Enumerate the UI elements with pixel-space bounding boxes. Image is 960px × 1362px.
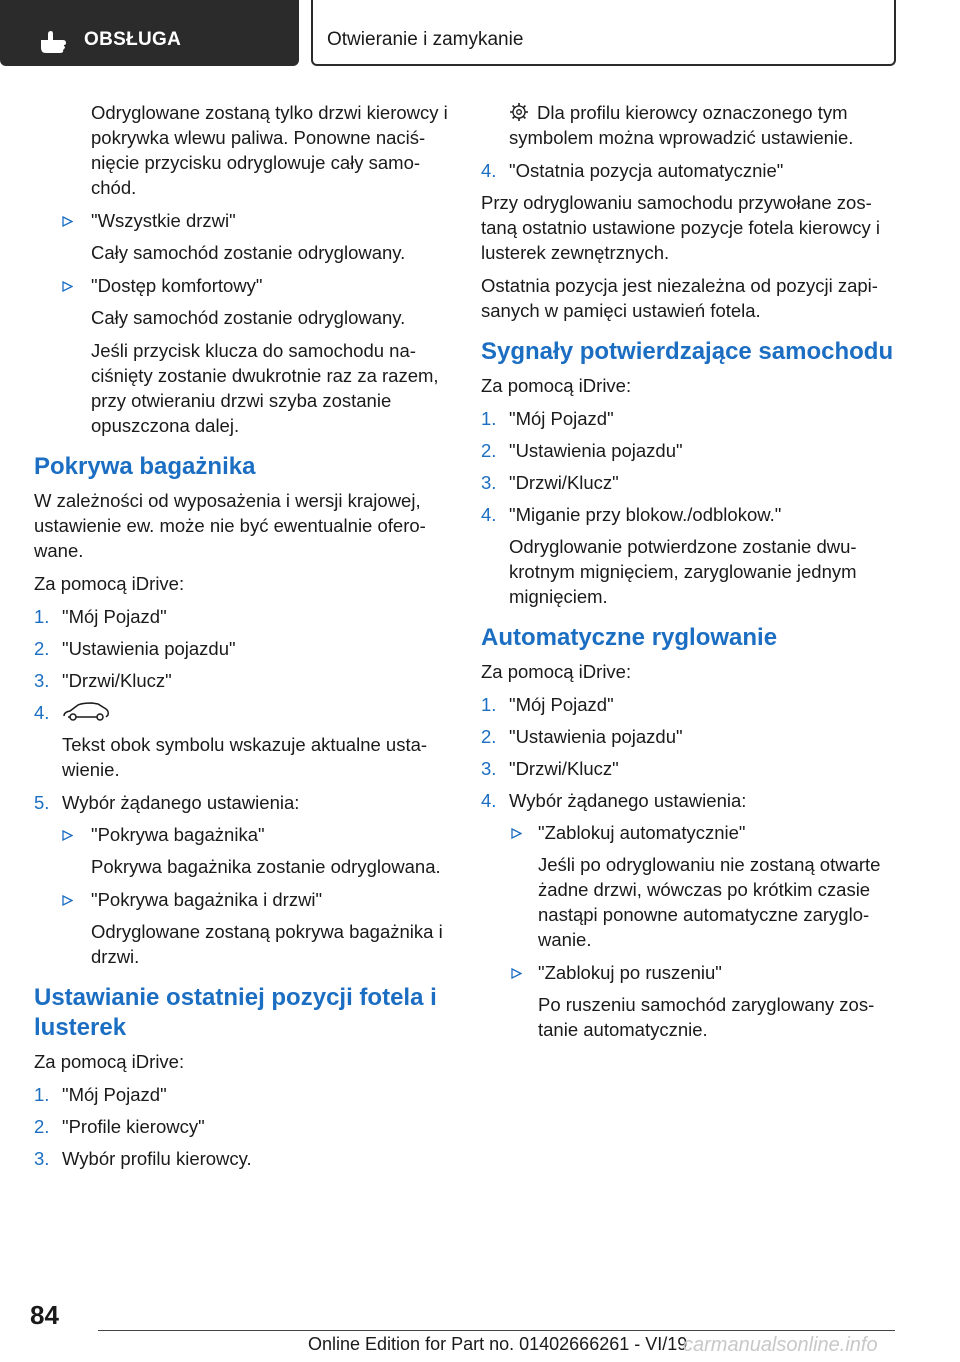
footer-divider	[98, 1330, 895, 1331]
list-text: "Ustawienia pojazdu"	[509, 440, 683, 461]
paragraph: Tekst obok symbolu wskazuje aktualne usta- wienie.	[62, 734, 428, 780]
section-tab[interactable]	[0, 0, 299, 66]
list-item	[481, 960, 901, 985]
list-number: 3.	[34, 670, 50, 691]
section-heading: Automatyczne ryglowanie	[481, 624, 778, 651]
list-item	[481, 158, 901, 183]
left-column	[34, 100, 454, 1178]
list-item	[34, 822, 454, 847]
list-item	[481, 406, 901, 431]
list-item	[34, 273, 454, 298]
list-number: 4.	[481, 790, 497, 811]
list-item	[34, 700, 454, 725]
list-text: "Mój Pojazd"	[509, 694, 614, 715]
paragraph: Za pomocą iDrive:	[481, 661, 632, 682]
chapter-title: Otwieranie i zamykanie	[327, 29, 524, 50]
list-item	[481, 438, 901, 463]
list-number: 3.	[34, 1148, 50, 1169]
paragraph: Za pomocą iDrive:	[34, 573, 185, 594]
list-number: 3.	[481, 758, 497, 779]
list-item	[34, 1114, 454, 1139]
paragraph: Odryglowanie potwierdzone zostanie dwu- krotnym mignięciem, zaryglowanie jednym mignięciem.	[509, 536, 857, 607]
list-number: 4.	[481, 160, 497, 181]
gear-icon	[509, 102, 529, 122]
list-number: 1.	[34, 1084, 50, 1105]
list-item	[481, 692, 901, 717]
list-number: 1.	[34, 606, 50, 627]
triangle-bullet-icon	[511, 828, 522, 839]
list-text: "Drzwi/Klucz"	[62, 670, 172, 691]
section-heading: Ustawianie ostatniej pozycji fotela i lusterek	[34, 984, 437, 1041]
list-text: "Ostatnia pozycja automatycznie"	[509, 160, 784, 181]
paragraph: Odryglowane zostaną tylko drzwi kierowcy i pokrywka wlewu paliwa. Ponowne naciś- nięcie przycisku odryglowuje cały samo- chód.	[91, 102, 448, 198]
paragraph: Przy odryglowaniu samochodu przywołane zos- taną ostatnio ustawione pozycje fotela kierowcy i lusterek zewnętrznych.	[481, 192, 880, 263]
watermark: carmanualsonline.info	[683, 1334, 878, 1356]
triangle-bullet-icon	[62, 281, 73, 292]
paragraph: Odryglowane zostaną pokrywa bagażnika i drzwi.	[91, 921, 443, 967]
option-label: "Zablokuj po ruszeniu"	[538, 962, 722, 983]
triangle-bullet-icon	[62, 895, 73, 906]
option-label: "Pokrywa bagażnika i drzwi"	[91, 889, 323, 910]
section-heading: Sygnały potwierdzające samochodu	[481, 338, 894, 365]
page-number: 84	[30, 1300, 59, 1330]
section-heading: Pokrywa bagażnika	[34, 453, 256, 480]
list-item	[481, 724, 901, 749]
paragraph: W zależności od wyposażenia i wersji krajowej, ustawienie ew. może nie być ewentualnie ofero- wane.	[34, 490, 426, 561]
list-item	[481, 502, 901, 527]
list-text: "Drzwi/Klucz"	[509, 758, 619, 779]
list-item	[34, 208, 454, 233]
paragraph: Jeśli po odryglowaniu nie zostaną otwarte żadne drzwi, wówczas po krótkim czasie nastąpi ponowne automatyczne zaryglo- wanie.	[538, 854, 881, 950]
list-number: 3.	[481, 472, 497, 493]
list-text: Wybór żądanego ustawienia:	[509, 790, 747, 811]
triangle-bullet-icon	[511, 968, 522, 979]
paragraph: Pokrywa bagażnika zostanie odryglowana.	[91, 856, 441, 877]
list-number: 4.	[34, 702, 50, 723]
list-item	[34, 790, 454, 815]
list-item	[34, 1146, 454, 1171]
list-number: 5.	[34, 792, 50, 813]
list-item	[481, 470, 901, 495]
paragraph: Za pomocą iDrive:	[481, 375, 632, 396]
list-number: 4.	[481, 504, 497, 525]
list-text: "Miganie przy blokow./odblokow."	[509, 504, 782, 525]
list-number: 2.	[34, 638, 50, 659]
list-text: Wybór żądanego ustawienia:	[62, 792, 300, 813]
paragraph: Cały samochód zostanie odryglowany.	[91, 242, 406, 263]
paragraph: Za pomocą iDrive:	[34, 1051, 185, 1072]
list-text: "Drzwi/Klucz"	[509, 472, 619, 493]
car-trunk-icon	[62, 700, 110, 722]
list-text: "Profile kierowcy"	[62, 1116, 205, 1137]
profile-note: Dla profilu kierowcy oznaczonego tym symbolem można wprowadzić ustawienie.	[509, 102, 854, 148]
list-number: 1.	[481, 408, 497, 429]
list-item	[481, 788, 901, 813]
triangle-bullet-icon	[62, 830, 73, 841]
list-number: 2.	[481, 726, 497, 747]
option-label: "Zablokuj automatycznie"	[538, 822, 746, 843]
paragraph: Po ruszeniu samochód zaryglowany zos- tanie automatycznie.	[538, 994, 875, 1040]
list-item	[34, 636, 454, 661]
paragraph: Ostatnia pozycja jest niezależna od pozycji zapi- sanych w pamięci ustawień fotela.	[481, 275, 878, 321]
chapter-header	[311, 0, 896, 66]
list-item	[481, 756, 901, 781]
right-column	[481, 100, 901, 1050]
list-item	[34, 887, 454, 912]
list-text: "Ustawienia pojazdu"	[62, 638, 236, 659]
list-item	[481, 820, 901, 845]
list-text: "Ustawienia pojazdu"	[509, 726, 683, 747]
hand-icon	[38, 30, 68, 54]
list-number: 2.	[34, 1116, 50, 1137]
list-item	[34, 668, 454, 693]
option-label: "Dostęp komfortowy"	[91, 275, 263, 296]
list-number: 1.	[481, 694, 497, 715]
list-item	[34, 604, 454, 629]
list-text: "Mój Pojazd"	[62, 606, 167, 627]
list-text: "Mój Pojazd"	[509, 408, 614, 429]
page-header	[0, 0, 960, 66]
edition-note: Online Edition for Part no. 01402666261 - VI/19	[308, 1334, 688, 1354]
section-label: OBSŁUGA	[84, 29, 182, 50]
list-number: 2.	[481, 440, 497, 461]
paragraph	[481, 100, 901, 150]
list-text: Wybór profilu kierowcy.	[62, 1148, 252, 1169]
triangle-bullet-icon	[62, 216, 73, 227]
option-label: "Pokrywa bagażnika"	[91, 824, 265, 845]
list-item	[34, 1082, 454, 1107]
paragraph: Jeśli przycisk klucza do samochodu na- ciśnięty zostanie dwukrotnie raz za razem, przy otwieraniu drzwi szyba zostanie opuszczona dalej.	[91, 340, 439, 436]
option-label: "Wszystkie drzwi"	[91, 210, 236, 231]
list-text: "Mój Pojazd"	[62, 1084, 167, 1105]
paragraph: Cały samochód zostanie odryglowany.	[91, 307, 406, 328]
